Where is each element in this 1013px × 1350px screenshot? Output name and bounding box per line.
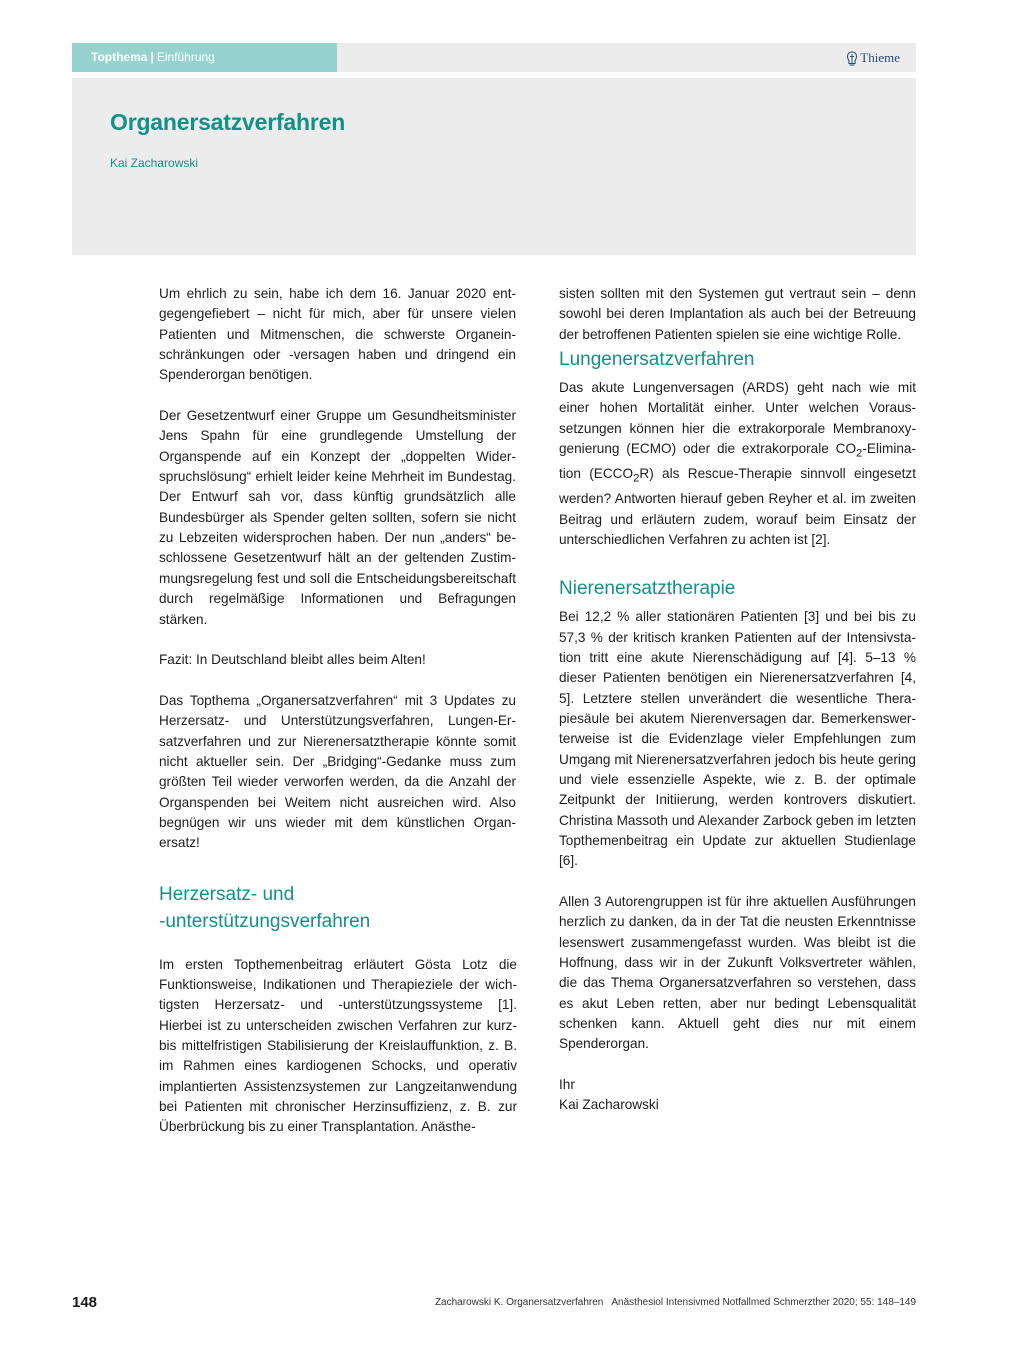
- section-heading-lung: Lungenersatzverfahren: [559, 349, 755, 371]
- section-heading-kidney: Nierenersatztherapie: [559, 578, 736, 600]
- paragraph: [559, 378, 916, 550]
- paragraph-continuation: sisten sollten mit den Systemen gut vertraut sein – denn sowohl bei deren Implantation als auch bei der Betreuung der betroffenen Patienten spielen sie eine wichtige Rolle.: [559, 286, 916, 342]
- paragraph: Bei 12,2 % aller stationären Patienten [3] und bei bis zu 57,3 % der kritisch kranken Patienten auf der Intensivstation tritt eine akute Nierenschädigung auf [4]. 5–13 % dieser Patienten benötigen ein Nierenersatzverfahren [4, 5]. Letztere stellen unverändert die wesentliche Therapiesäule bei akutem Nierenversagen dar. Bemerkenswerterweise ist die Evidenzlage vieler Empfehlungen zum Umgang mit Nierenersatzverfahren jedoch bis heute gering und viele essenzielle Aspekte, wie z. B. der optimale Zeitpunkt der Initiierung, werden kontrovers diskutiert. Christina Massoth und Alexander Zarbock geben im letzten Topthemenbeitrag ein Update zur aktuellen Studienlage [6].: [559, 609, 916, 869]
- paragraph: Fazit: In Deutschland bleibt alles beim Alten!: [159, 652, 426, 668]
- subscript: 2: [633, 472, 640, 485]
- section-name: Topthema: [91, 50, 148, 64]
- text-run: R) als Rescue-Therapie sinnvoll eingesetzt werden? Antworten hierauf geben Reyher et al. im zweiten Beitrag und erläutern zudem, worauf beim Einsatz der unterschiedlichen Verfahren zu achten ist [2].: [559, 466, 917, 547]
- closing-line: Ihr: [559, 1077, 575, 1093]
- section-separator: |: [150, 50, 154, 64]
- citation-title: Organersatzverfahren: [506, 1297, 604, 1308]
- text-run: -Elimination (ECCO: [559, 441, 916, 482]
- page-number: 148: [72, 1294, 98, 1311]
- paragraph: Allen 3 Autorengruppen ist für ihre aktuellen Ausführungen herzlich zu danken, da in der Tat die neusten Erkenntnisse lesenswert zusammengefasst wurden. Was bleibt ist die Hoffnung, dass wir in der Zukunft Volksvertreter wählen, die das Thema Organersatzverfahren so verstehen, dass es akut Leben retten, aber nur bedingt Lebensqualität schenken kann. Aktuell geht dies nur mit einem Spenderorgan.: [559, 894, 916, 1052]
- citation-line: [435, 1297, 916, 1308]
- paragraph: Um ehrlich zu sein, habe ich dem 16. Januar 2020 entgegengefiebert – nicht für mich, aber für unsere vielen Patienten und Mitmenschen, die schwerste Organeinschränkungen oder -versagen haben und dringend ein Spenderorgan benötigen.: [159, 286, 516, 383]
- left-column: [159, 284, 516, 1138]
- journal-header-bar: [72, 43, 916, 72]
- right-column: [559, 284, 916, 1116]
- thieme-emblem-icon: [846, 51, 858, 66]
- text-run: Das akute Lungenversagen (ARDS) geht nach wie mit einer hohen Mortalität einher. Unter welchen Voraussetzungen können hier die extrakorporale Membranoxygenierung (ECMO) oder die extrakorporale CO: [559, 380, 916, 457]
- citation-journal: Anästhesiol Intensivmed Notfallmed Schmerzther 2020; 55: 148–149: [611, 1297, 916, 1308]
- section-label: [72, 43, 337, 72]
- paragraph: Der Gesetzentwurf einer Gruppe um Gesundheitsminister Jens Spahn für eine grundlegende Umstellung der Organspende auf ein Konzept der „doppelten Widerspruchslösung“ erhielt leider keine Mehrheit im Bundestag. Der Entwurf sah vor, dass künftig grundsätzlich alle Bundesbürger als Spender gelten sollten, sofern sie nicht zu Lebzeiten widersprochen haben. Der nun „anders“ beschlossene Gesetzentwurf hält an der geltenden Zustimmungsregelung fest und soll die Entscheidungsbereitschaft durch regelmäßige Informationen und Befragungen stärken.: [159, 408, 516, 627]
- article-header: [72, 78, 916, 255]
- publisher-logo: [846, 50, 900, 66]
- signature: Kai Zacharowski: [559, 1097, 659, 1113]
- subsection-name: Einführung: [156, 50, 215, 64]
- paragraph: Das Topthema „Organersatzverfahren“ mit 3 Updates zu Herzersatz- und Unterstützungsverfahren, Lungen-Ersatzverfahren und zur Nierenersatztherapie könnte somit nicht aktueller sein. Der „Bridging“-Gedanke muss zum größten Teil wieder verworfen werden, da die Anzahl der Organspenden bei Weitem nicht ausreichen wird. Also begnügen wir uns wieder mit dem künstlichen Organersatz!: [159, 692, 516, 851]
- publisher-name: Thieme: [860, 50, 900, 65]
- heading-line: -unterstützungsverfahren: [159, 910, 371, 932]
- citation-author: Zacharowski K.: [434, 1297, 504, 1308]
- article-title: Organersatzverfahren: [110, 109, 346, 135]
- section-heading-heart: [159, 881, 516, 935]
- subscript: 2: [856, 447, 863, 460]
- heading-line: Herzersatz- und: [159, 883, 295, 905]
- article-author: Kai Zacharowski: [110, 156, 199, 170]
- paragraph: Im ersten Topthemenbeitrag erläutert Gösta Lotz die Funktionsweise, Indikationen und Therapieziele der wichtigsten Herzersatz- und -unterstützungssysteme [1]. Hierbei ist zu unterscheiden zwischen Verfahren zur kurz- bis mittelfristigen Stabilisierung der Kreislauffunktion, z. B. im Rahmen eines kardiogenen Schocks, und operativ implantierten Assistenzsystemen zur Langzeitanwendung bei Patienten mit chronischer Herzinsuffizienz, z. B. zur Überbrückung bis zu einer Transplantation. Anästhe-: [159, 956, 517, 1135]
